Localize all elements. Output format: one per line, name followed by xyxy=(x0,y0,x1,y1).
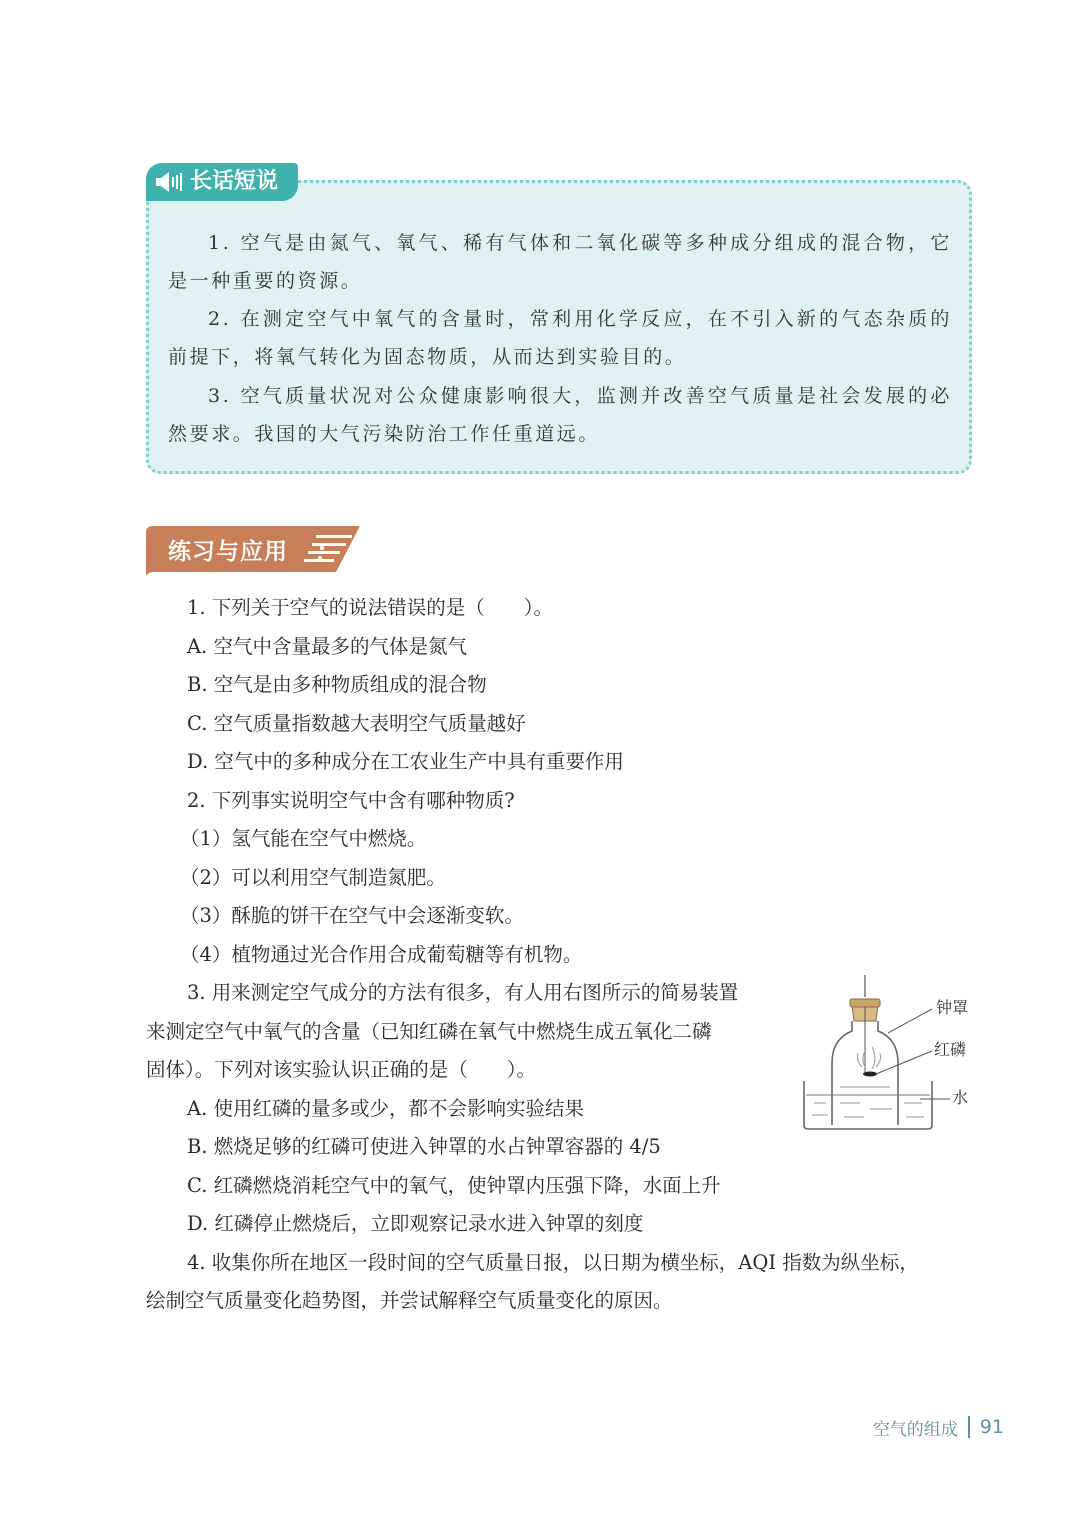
exercise-title: 练习与应用 xyxy=(168,539,288,565)
q2-item-2: （2）可以利用空气制造氮肥。 xyxy=(180,866,446,889)
q4-line-2: 绘制空气质量变化趋势图，并尝试解释空气质量变化的原因。 xyxy=(146,1289,673,1312)
label-red-phosphorus: 红磷 xyxy=(934,1040,967,1059)
exercise-header xyxy=(146,526,362,576)
q3-option-d: D. 红磷停止燃烧后，立即观察记录水进入钟罩的刻度 xyxy=(187,1212,644,1235)
q3-stem-line-1: 3. 用来测定空气成分的方法有很多，有人用右图所示的简易装置 xyxy=(187,981,739,1004)
q2-item-3: （3）酥脆的饼干在空气中会逐渐变软。 xyxy=(180,904,524,927)
q2-stem: 2. 下列事实说明空气中含有哪种物质? xyxy=(187,789,515,812)
label-water: 水 xyxy=(952,1088,969,1107)
q3-stem-line-3: 固体）。下列对该实验认识正确的是（ ）。 xyxy=(146,1058,537,1081)
page-number: 91 xyxy=(979,1416,1004,1438)
q1-option-b: B. 空气是由多种物质组成的混合物 xyxy=(187,673,487,696)
q3-option-b: B. 燃烧足够的红磷可使进入钟罩的水占钟罩容器的 4/5 xyxy=(187,1135,661,1158)
footer-divider xyxy=(968,1416,970,1438)
q4-line-1: 4. 收集你所在地区一段时间的空气质量日报，以日期为横坐标，AQI 指数为纵坐标， xyxy=(187,1251,919,1274)
q1-option-c: C. 空气质量指数越大表明空气质量越好 xyxy=(187,712,526,735)
q1-stem: 1. 下列关于空气的说法错误的是（ ）。 xyxy=(187,596,554,619)
q2-item-4: （4）植物通过光合作用合成葡萄糖等有机物。 xyxy=(180,943,583,966)
page-footer xyxy=(873,1414,1004,1440)
summary-title: 长话短说 xyxy=(190,169,279,194)
summary-point-2: 2. 在测定空气中氧气的含量时，常利用化学反应，在不引入新的气态杂质的前提下，将氧气转化为固态物质，从而达到实验目的。 xyxy=(168,308,952,368)
q3-stem-line-2: 来测定空气中氧气的含量（已知红磷在氧气中燃烧生成五氧化二磷 xyxy=(146,1020,712,1043)
summary-point-3: 3. 空气质量状况对公众健康影响很大，监测并改善空气质量是社会发展的必然要求。我国的大气污染防治工作任重道远。 xyxy=(168,385,952,445)
summary-tab xyxy=(146,163,298,201)
summary-point-1: 1. 空气是由氮气、氧气、稀有气体和二氧化碳等多种成分组成的混合物，它是一种重要的资源。 xyxy=(168,232,952,292)
q3-option-c: C. 红磷燃烧消耗空气中的氧气，使钟罩内压强下降，水面上升 xyxy=(187,1174,721,1197)
q3-option-a: A. 使用红磷的量多或少，都不会影响实验结果 xyxy=(187,1097,584,1120)
q1-option-a: A. 空气中含量最多的气体是氮气 xyxy=(187,635,467,658)
label-bell-jar: 钟罩 xyxy=(936,998,969,1017)
bell-jar-figure xyxy=(800,975,980,1135)
speaker-icon xyxy=(156,172,184,192)
footer-section-title: 空气的组成 xyxy=(872,1419,958,1440)
q1-option-d: D. 空气中的多种成分在工农业生产中具有重要作用 xyxy=(187,750,624,773)
q2-item-1: （1）氢气能在空气中燃烧。 xyxy=(180,827,427,850)
